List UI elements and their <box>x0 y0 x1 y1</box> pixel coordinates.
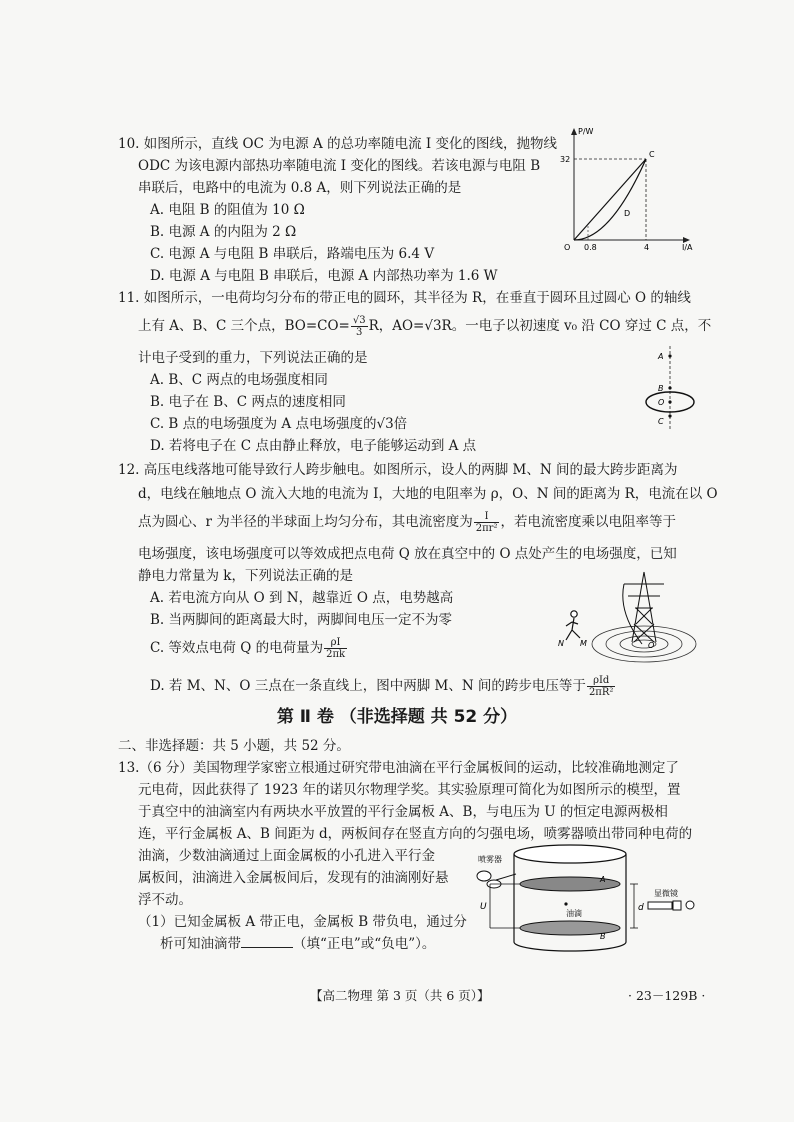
q12-point-n: N <box>558 639 564 648</box>
q12-density-fraction <box>474 511 500 534</box>
q12-stem-line2: d，电线在触地点 O 流入大地的电流为 I，大地的电阻率为 ρ，O、N 间的距离为 R，电流在以 O <box>138 486 718 502</box>
q12-option-d-text: D. 若 M、N、O 三点在一条直线上，图中两脚 M、N 间的跨步电压等于 <box>150 678 586 694</box>
q10-power-graph <box>558 124 698 252</box>
q12-option-b: B. 当两脚间的距离最大时，两脚间电压一定不为零 <box>150 612 453 628</box>
graph-x-tick-08: 0.8 <box>584 243 597 252</box>
page-code: · 23－129B · <box>628 988 706 1003</box>
q13-sub1-text-pre: 析可知油滴带 <box>160 936 241 952</box>
q12-stem-line3 <box>138 510 676 534</box>
graph-point-c: C <box>649 150 655 159</box>
q12-stem-line1: 12. 高压电线落地可能导致行人跨步触电。如图所示，设人的两脚 M、N 间的最大跨步距离为 <box>118 462 678 478</box>
q11-fraction-num: √3 <box>352 315 366 326</box>
q12-point-m: M <box>580 639 587 648</box>
q13-line7: 浮不动。 <box>138 892 192 908</box>
q12-option-d-fraction <box>587 675 615 698</box>
q13-line3: 于真空中的油滴室内有两块水平放置的平行金属板 A、B，与电压为 U 的恒定电源两极相 <box>138 804 668 820</box>
q12-stem-line3b: ，若电流密度乘以电阻率等于 <box>500 514 676 530</box>
q12-point-o: O <box>648 641 655 650</box>
q12-density-den: 2πr² <box>475 523 498 534</box>
q13-plate-b-label: B <box>600 932 606 941</box>
q12-stem-line5: 静电力常量为 k，下列说法正确的是 <box>138 568 353 584</box>
graph-origin: O <box>564 243 571 252</box>
q12-option-d-den: 2πR² <box>588 687 614 698</box>
graph-point-d: D <box>624 209 631 218</box>
q11-stem-line1: 11. 如图所示，一电荷均匀分布的带正电的圆环，其半径为 R，在垂直于圆环且过圆心 O 的轴线 <box>118 290 691 306</box>
q11-option-a: A. B、C 两点的电场强度相同 <box>150 372 328 388</box>
section2-header: 二、非选择题：共 5 小题，共 52 分。 <box>118 738 350 754</box>
q11-stem-line3: 计电子受到的重力，下列说法正确的是 <box>138 350 368 366</box>
page-footer: 【高二物理 第 3 页（共 6 页）】 <box>310 988 490 1003</box>
q11-fraction <box>351 315 368 338</box>
q10-stem-line2: ODC 为该电源内部热功率随电流 I 变化的图线。若该电源与电阻 B <box>138 158 541 174</box>
section-title: 第 Ⅱ 卷 （非选择题 共 52 分） <box>276 707 518 727</box>
transmission-tower-icon <box>623 572 664 644</box>
q11-point-o: O <box>658 398 665 407</box>
q12-option-a: A. 若电流方向从 O 到 N，越靠近 O 点，电势越高 <box>150 590 454 606</box>
q12-option-c-text: C. 等效点电荷 Q 的电荷量为 <box>150 640 324 656</box>
q12-power-line-figure <box>552 562 700 672</box>
q13-line4: 连，平行金属板 A、B 间距为 d，两板间存在竖直方向的匀强电场，喷雾器喷出带同种电荷的 <box>138 826 693 842</box>
graph-y-tick-32: 32 <box>560 155 571 164</box>
q13-line2: 元电荷，因此获得了 1923 年的诺贝尔物理学奖。其实验原理可简化为如图所示的模型，置 <box>138 782 681 798</box>
q11-stem-line2 <box>138 314 711 338</box>
q13-line1: 13.（6 分）美国物理学家密立根通过研究带电油滴在平行金属板间的运动，比较准确地测定了 <box>118 760 679 776</box>
q11-stem-line2b: R，AO=√3R。一电子以初速度 v₀ 沿 CO 穿过 C 点，不 <box>368 318 712 334</box>
q13-millikan-figure <box>470 842 702 966</box>
q10-stem-line1: 10. 如图所示，直线 OC 为电源 A 的总功率随电流 I 变化的图线，抛物线 <box>118 136 557 152</box>
q10-stem-line3: 串联后，电路中的电流为 0.8 A，则下列说法正确的是 <box>138 180 462 196</box>
line-oc <box>574 159 646 240</box>
q13-sub1-line1: （1）已知金属板 A 带正电，金属板 B 带负电，通过分 <box>138 914 467 930</box>
q13-line5: 油滴，少数油滴通过上面金属板的小孔进入平行金 <box>138 848 435 864</box>
q10-option-d: D. 电源 A 与电阻 B 串联后，电源 A 内部热功率为 1.6 W <box>150 268 498 284</box>
q10-option-a: A. 电阻 B 的阻值为 10 Ω <box>150 202 305 218</box>
walking-person-icon <box>566 611 580 640</box>
q13-line6: 属板间，油滴进入金属板间后，发现有的油滴刚好悬 <box>138 870 449 886</box>
q13-distance-label: d <box>638 903 644 913</box>
graph-y-label: P/W <box>578 127 594 136</box>
q12-stem-line4: 电场强度，该电场强度可以等效成把点电荷 Q 放在真空中的 O 点处产生的电场强度，已知 <box>138 546 677 562</box>
q13-answer-blank[interactable] <box>241 935 293 948</box>
q10-option-c: C. 电源 A 与电阻 B 串联后，路端电压为 6.4 V <box>150 246 435 262</box>
q11-option-d: D. 若将电子在 C 点由静止释放，电子能够运动到 A 点 <box>150 438 477 454</box>
q13-sprayer-label: 喷雾器 <box>478 855 502 864</box>
q10-option-b: B. 电源 A 的内阻为 2 Ω <box>150 224 297 240</box>
q12-stem-line3a: 点为圆心、r 为半径的半球面上均匀分布，其电流密度为 <box>138 514 473 530</box>
q11-option-b: B. 电子在 B、C 两点的速度相同 <box>150 394 346 410</box>
q13-sub1-text-post: （填“正电”或“负电”）。 <box>293 936 436 952</box>
q13-sub1-line2 <box>160 932 435 952</box>
graph-x-tick-4: 4 <box>644 243 650 252</box>
graph-x-label: I/A <box>682 243 693 252</box>
q11-ring-figure <box>636 340 700 436</box>
q13-plate-a-label: A <box>600 875 606 884</box>
q12-density-num: I <box>474 511 500 523</box>
q11-point-a: A <box>658 352 664 361</box>
q12-option-c <box>150 636 348 660</box>
q11-stem-line2a: 上有 A、B、C 三个点，BO=CO= <box>138 318 350 334</box>
q11-fraction-den: 3 <box>356 327 363 338</box>
q12-option-c-fraction <box>324 637 347 660</box>
q12-option-c-den: 2πk <box>326 649 346 660</box>
q11-point-b: B <box>658 384 664 393</box>
q12-option-c-num: ρI <box>324 637 347 649</box>
q11-option-c: C. B 点的电场强度为 A 点电场强度的√3倍 <box>150 416 408 432</box>
q13-oil-drop-label: 油滴 <box>566 909 582 918</box>
sprayer-icon <box>477 871 516 888</box>
q13-microscope-label: 显微镜 <box>654 889 678 898</box>
q13-voltage-label: U <box>480 902 487 912</box>
q11-point-c: C <box>658 417 664 426</box>
q12-option-d-num: ρId <box>587 675 615 687</box>
microscope-icon <box>648 901 694 910</box>
q12-option-d <box>150 674 616 698</box>
